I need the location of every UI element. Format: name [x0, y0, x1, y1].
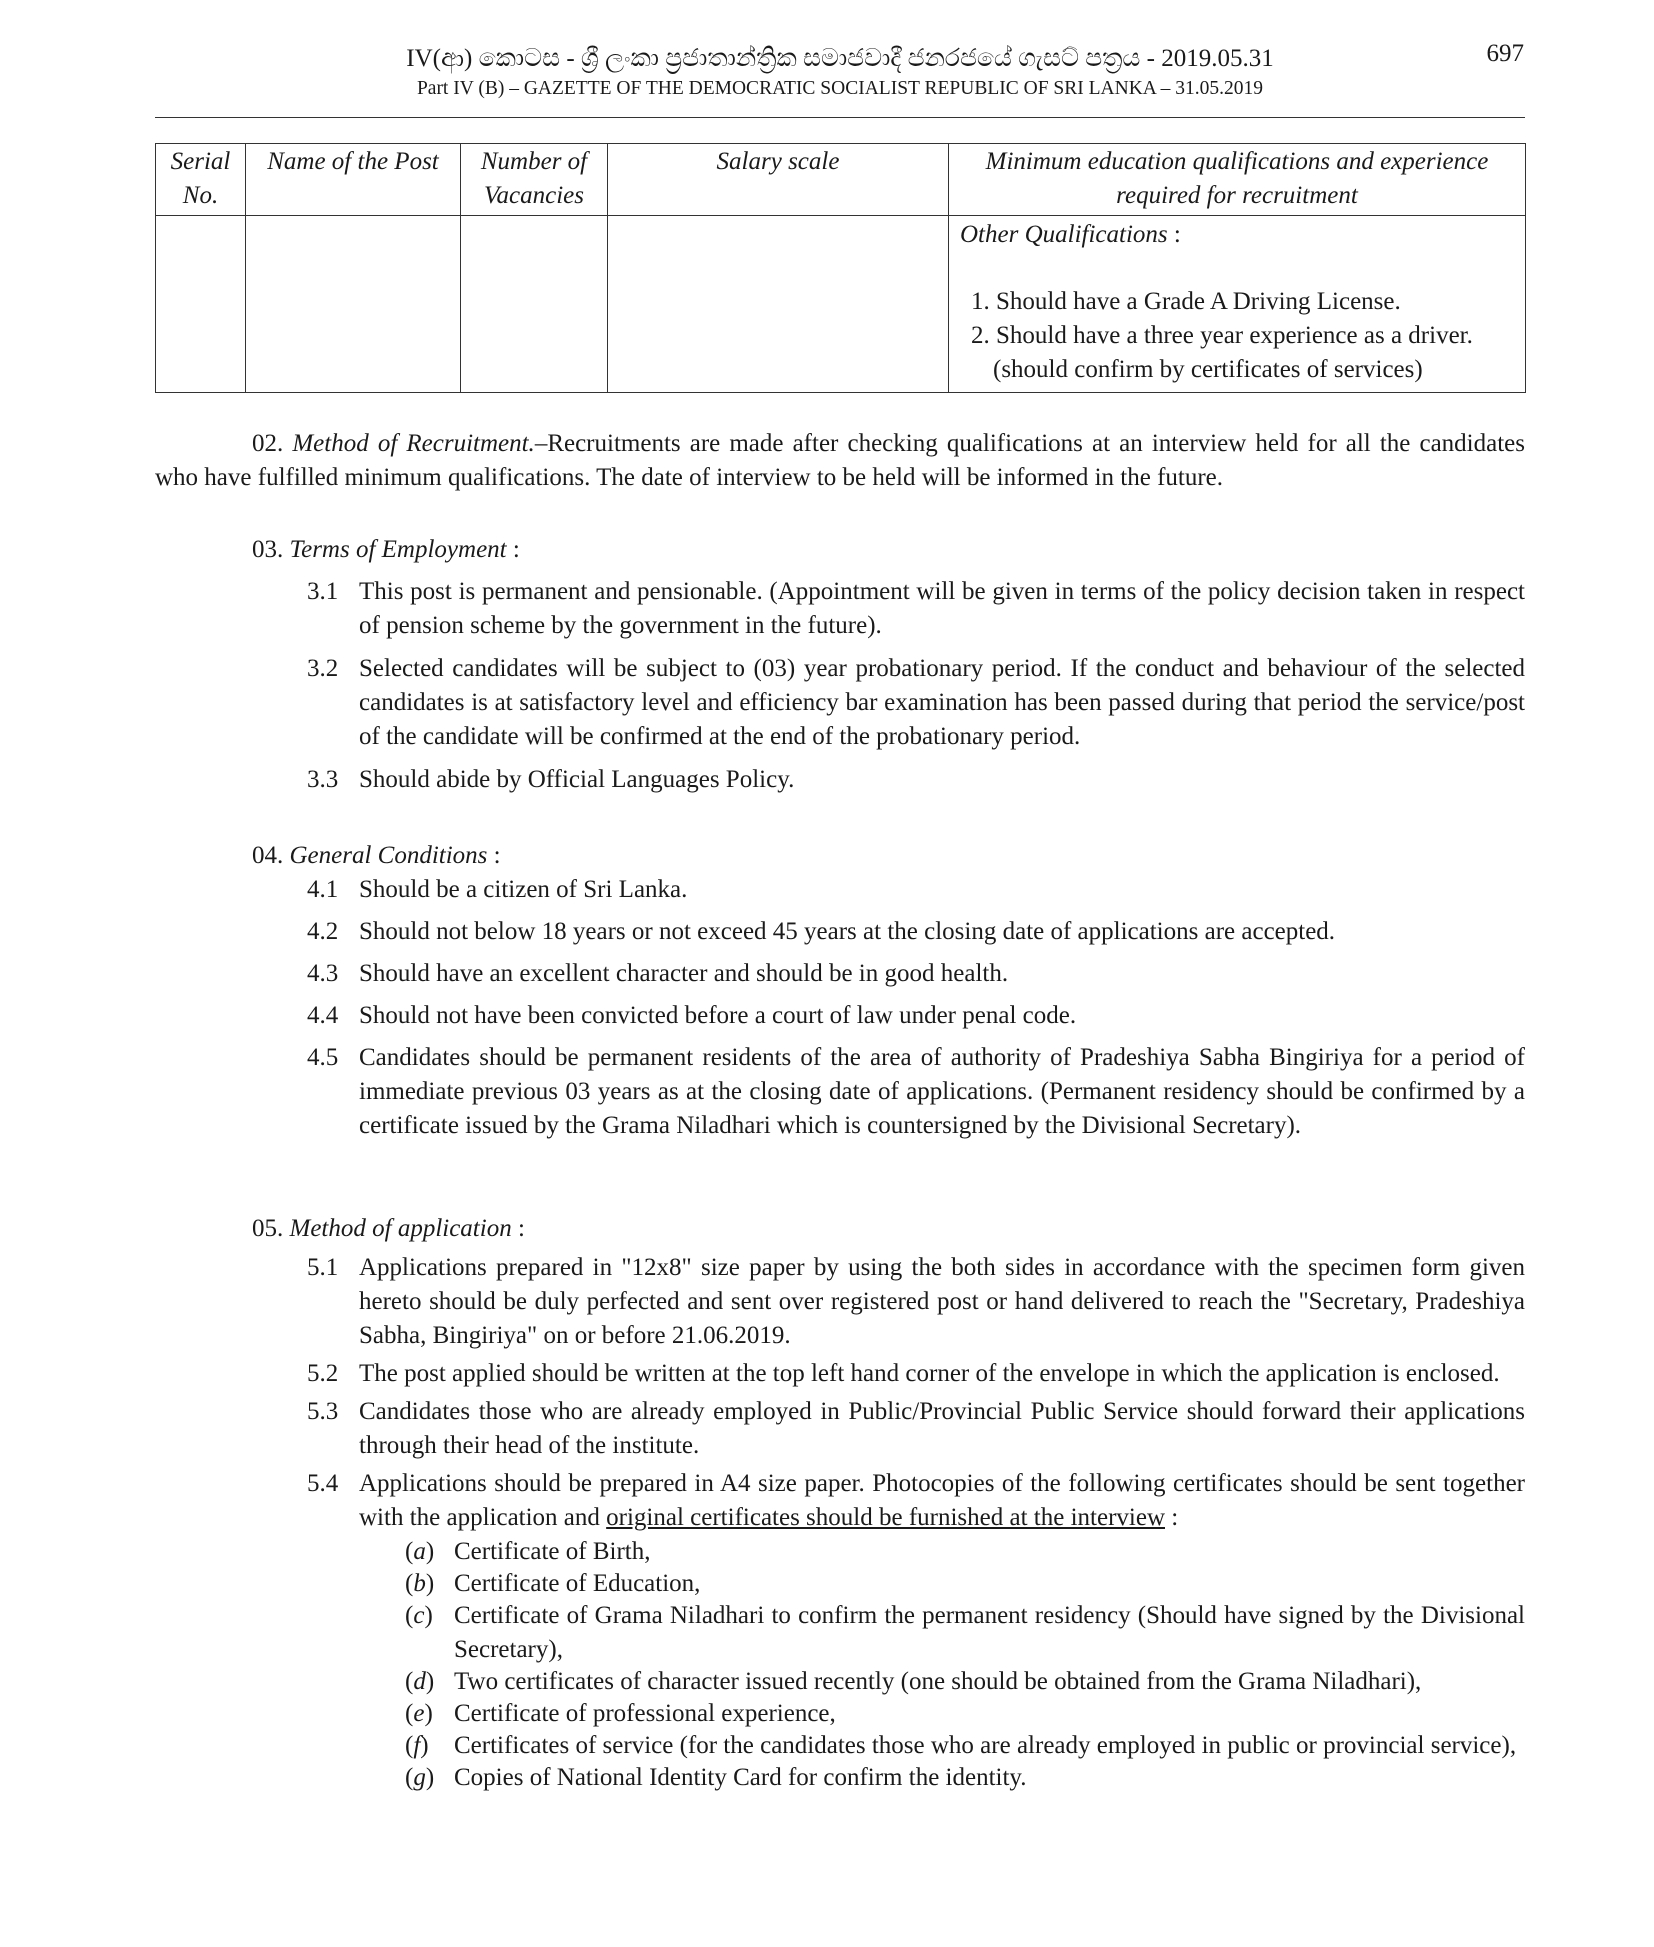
section-04-general-conditions [155, 839, 1525, 1143]
table-header-row [156, 144, 1526, 216]
qualification-item: 2. Should have a three year experience as a driver. (should confirm by certificates of services) [971, 322, 1473, 383]
list-item [155, 999, 1525, 1033]
certificate-item [155, 1567, 1525, 1601]
list-item [155, 652, 1525, 754]
item-number: 4.4 [307, 1002, 339, 1029]
certificate-letter-text: a [413, 1538, 426, 1565]
certificate-text: Certificate of Birth, [454, 1538, 651, 1565]
item-number: 3.2 [307, 655, 339, 682]
list-item [155, 575, 1525, 643]
list-item [155, 1041, 1525, 1143]
certificate-item [155, 1729, 1525, 1763]
section-02-method-of-recruitment [155, 427, 1525, 495]
table-row [156, 216, 1526, 393]
cell-vacancies [461, 216, 608, 393]
item-text: Selected candidates will be subject to (03) year probationary period. If the conduct and behaviour of the selected candidates is at satisfactory level and efficiency bar examination has been passed during that period the service/post of the candidate will be confirmed at the end of the probationary period. [359, 655, 1525, 750]
section-02-title: Method of Recruitment. [292, 430, 535, 457]
item-text-underlined: original certificates should be furnished at the interview [606, 1504, 1165, 1531]
section-05-title: Method of application [289, 1215, 512, 1242]
list-item [155, 763, 1525, 797]
certificate-letter-text: g [413, 1764, 426, 1791]
list-item [155, 1467, 1525, 1535]
other-qualifications-label: Other Qualifications [960, 221, 1168, 248]
certificate-letter-text: e [413, 1700, 425, 1727]
section-03-heading [155, 533, 1525, 567]
cell-serial [156, 216, 246, 393]
item-number: 3.1 [307, 578, 339, 605]
list-item [155, 1357, 1525, 1391]
item-text: Should have an excellent character and should be in good health. [359, 960, 1009, 987]
cell-salary [608, 216, 949, 393]
certificate-item [155, 1665, 1525, 1699]
item-number: 4.5 [307, 1044, 339, 1071]
section-05-number: 05. [252, 1215, 290, 1242]
col-header-salary: Salary scale [608, 144, 949, 216]
certificate-letter: (e) [405, 1700, 433, 1727]
section-04-title: General Conditions [289, 842, 488, 869]
certificate-letter: (c) [405, 1602, 433, 1629]
qualifications-table [155, 143, 1526, 393]
item-text: Should be a citizen of Sri Lanka. [359, 876, 688, 903]
item-text: The post applied should be written at the top left hand corner of the envelope in which the application is enclosed. [359, 1360, 1500, 1387]
header-english-title: Part IV (B) – GAZETTE OF THE DEMOCRATIC SOCIALIST REPUBLIC OF SRI LANKA – 31.05.2019 [416, 78, 1264, 99]
certificate-letter-text: b [413, 1570, 426, 1597]
section-05-colon: : [511, 1215, 525, 1242]
list-item [155, 1395, 1525, 1463]
item-number: 4.2 [307, 918, 339, 945]
cell-qualifications [949, 216, 1526, 393]
col-header-qualifications: Minimum education qualifications and experience required for recruitment [949, 144, 1526, 216]
item-text: Should not have been convicted before a court of law under penal code. [359, 1002, 1077, 1029]
page-number: 697 [1486, 40, 1524, 67]
section-03-terms-of-employment [155, 533, 1525, 797]
certificate-letter: (g) [405, 1764, 435, 1791]
certificate-item [155, 1697, 1525, 1731]
section-05-heading [155, 1212, 1525, 1246]
certificate-letter-text: f [413, 1732, 421, 1759]
certificate-text: Certificate of professional experience, [454, 1700, 836, 1727]
certificate-text: Certificate of Grama Niladhari to confirm the permanent residency (Should have signed by the Divisional Secretary), [454, 1602, 1525, 1663]
certificate-letter: (b) [405, 1570, 435, 1597]
section-02-text: –Recruitments are made after checking qualifications at an interview held for all the candidates who have fulfilled minimum qualifications. The date of interview to be held will be informed in the future. [155, 430, 1525, 491]
certificate-item [155, 1599, 1525, 1667]
certificate-text: Certificate of Education, [454, 1570, 701, 1597]
section-02-number: 02. [252, 430, 293, 457]
list-item [155, 915, 1525, 949]
item-text: Should abide by Official Languages Policy. [359, 766, 795, 793]
list-item [155, 1251, 1525, 1353]
item-text: Should not below 18 years or not exceed 45 years at the closing date of applications are accepted. [359, 918, 1336, 945]
section-04-heading [155, 839, 1525, 873]
section-04-number: 04. [252, 842, 290, 869]
item-text-plain: Applications should be prepared in A4 size paper. Photocopies of the following certificates should be sent together with the application and [359, 1470, 1525, 1531]
certificate-letter: (f) [405, 1732, 429, 1759]
item-text: This post is permanent and pensionable. (Appointment will be given in terms of the policy decision taken in respect of pension scheme by the government in the future). [359, 578, 1525, 639]
section-04-colon: : [487, 842, 501, 869]
item-number: 5.1 [307, 1254, 339, 1281]
item-text-end: : [1165, 1504, 1179, 1531]
qualification-item: 1. Should have a Grade A Driving License. [971, 288, 1401, 315]
list-item [155, 957, 1525, 991]
certificate-item [155, 1535, 1525, 1569]
item-text: Applications prepared in "12x8" size paper by using the both sides in accordance with the specimen form given hereto should be duly perfected and sent over registered post or hand delivered to reach the "Secretary, Pradeshiya Sabha, Bingiriya" on or before 21.06.2019. [359, 1254, 1525, 1349]
certificate-letter-text: d [413, 1668, 426, 1695]
item-number: 4.3 [307, 960, 339, 987]
certificate-letter: (a) [405, 1538, 435, 1565]
item-number: 5.3 [307, 1398, 339, 1425]
col-header-post: Name of the Post [246, 144, 461, 216]
item-number: 5.2 [307, 1360, 339, 1387]
section-03-title: Terms of Employment [289, 536, 507, 563]
section-03-colon: : [506, 536, 520, 563]
other-qualifications-list [960, 285, 1517, 387]
recruitment-table [155, 143, 1525, 393]
header-rule [155, 117, 1525, 118]
item-number: 4.1 [307, 876, 339, 903]
gazette-header [155, 42, 1525, 102]
other-qualifications-colon: : [1167, 221, 1181, 248]
item-number: 3.3 [307, 766, 339, 793]
section-05-method-of-application [155, 1212, 1525, 1795]
certificate-letter: (d) [405, 1668, 435, 1695]
col-header-serial: Serial No. [156, 144, 246, 216]
col-header-vacancies: Number of Vacancies [461, 144, 608, 216]
item-number: 5.4 [307, 1470, 339, 1497]
certificate-letter-text: c [413, 1602, 425, 1629]
item-text: Candidates should be permanent residents of the area of authority of Pradeshiya Sabha Bingiriya for a period of immediate previous 03 years as at the closing date of applications. (Permanent residency should be confirmed by a certificate issued by the Grama Niladhari which is countersigned by the Divisional Secretary). [359, 1044, 1525, 1139]
list-item [155, 873, 1525, 907]
certificate-text: Certificates of service (for the candidates those who are already employed in public or provincial service), [454, 1732, 1517, 1759]
section-02-paragraph [155, 427, 1525, 495]
certificate-text: Two certificates of character issued recently (one should be obtained from the Grama Niladhari), [454, 1668, 1422, 1695]
header-sinhala-title: IV(ආ) කොටස - ශ්‍රී ලංකා ප්‍රජාතාන්ත්‍රික සමාජවාදී ජනරජයේ ගැසට් පත්‍රය - 2019.05.31 [406, 45, 1274, 72]
other-qualifications-heading [960, 218, 1517, 252]
certificate-item [155, 1761, 1525, 1795]
certificate-text: Copies of National Identity Card for confirm the identity. [454, 1764, 1027, 1791]
item-text [359, 1467, 1525, 1535]
section-03-number: 03. [252, 536, 290, 563]
item-text: Candidates those who are already employed in Public/Provincial Public Service should forward their applications through their head of the institute. [359, 1398, 1525, 1459]
cell-post [246, 216, 461, 393]
